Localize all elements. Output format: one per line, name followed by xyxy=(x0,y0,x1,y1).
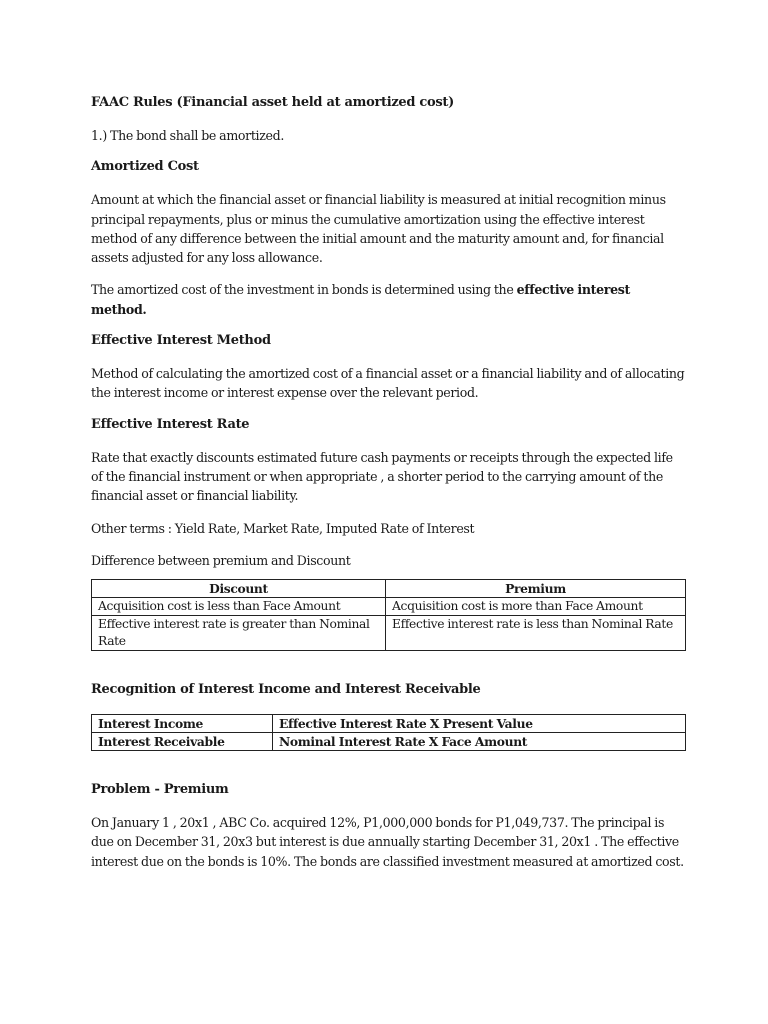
rule-1: 1.) The bond shall be amortized. xyxy=(91,128,284,143)
effective-interest-method-heading: Effective Interest Method xyxy=(91,333,271,349)
table-cell: Interest Income xyxy=(92,715,273,733)
table-cell: Nominal Interest Rate X Face Amount xyxy=(273,733,686,751)
premium-discount-table xyxy=(91,579,686,651)
interest-recognition-table xyxy=(91,714,686,751)
table-cell: Interest Receivable xyxy=(92,733,273,751)
difference-caption: Difference between premium and Discount xyxy=(91,552,351,568)
amortized-cost-definition: Amount at which the financial asset or financial liability is measured at initial recognition minus principal repayments, plus or minus the cumulative amortization using the effective interest method of any difference between the initial amount and the maturity amount and, for financial assets adjusted for any loss allowance. xyxy=(91,192,666,266)
premium-header: Premium xyxy=(386,580,686,598)
table-cell: Effective interest rate is greater than Nominal Rate xyxy=(92,616,386,651)
document-title: FAAC Rules (Financial asset held at amortized cost) xyxy=(91,95,454,110)
spacer xyxy=(91,651,686,681)
table-row xyxy=(92,733,686,751)
table-cell: Effective interest rate is less than Nominal Rate xyxy=(386,616,686,651)
table-cell: Acquisition cost is less than Face Amount xyxy=(92,598,386,616)
amortized-cost-statement-text: The amortized cost of the investment in bonds is determined using the xyxy=(91,282,517,298)
effective-interest-rate-heading: Effective Interest Rate xyxy=(91,416,250,432)
discount-header: Discount xyxy=(92,580,386,598)
table-header-row xyxy=(92,580,686,598)
amortized-cost-statement-emphasis: effective interest method. xyxy=(91,282,630,317)
table-row xyxy=(92,616,686,651)
other-terms: Other terms : Yield Rate, Market Rate, Imputed Rate of Interest xyxy=(91,520,475,536)
effective-interest-rate-definition: Rate that exactly discounts estimated future cash payments or receipts through the expected life of the financial instrument or when appropriate , a shorter period to the carrying amount of the financial asset or financial liability. xyxy=(91,449,673,504)
problem-text: On January 1 , 20x1 , ABC Co. acquired 12%, P1,000,000 bonds for P1,049,737. The principal is due on December 31, 20x3 but interest is due annually starting December 31, 20x1 . The effective interest due on the bonds is 10%. The bonds are classified investment measured at amortized cost. xyxy=(91,815,684,869)
effective-interest-method-definition: Method of calculating the amortized cost of a financial asset or a financial liability and of allocating the interest income or interest expense over the relevant period. xyxy=(91,366,685,401)
recognition-heading: Recognition of Interest Income and Interest Receivable xyxy=(91,682,481,698)
table-row xyxy=(92,598,686,616)
table-cell: Acquisition cost is more than Face Amount xyxy=(386,598,686,616)
amortized-cost-heading: Amortized Cost xyxy=(91,159,199,175)
problem-heading: Problem - Premium xyxy=(91,782,229,798)
table-row xyxy=(92,715,686,733)
table-cell: Effective Interest Rate X Present Value xyxy=(273,715,686,733)
spacer xyxy=(91,751,686,781)
amortized-cost-statement xyxy=(91,280,686,319)
